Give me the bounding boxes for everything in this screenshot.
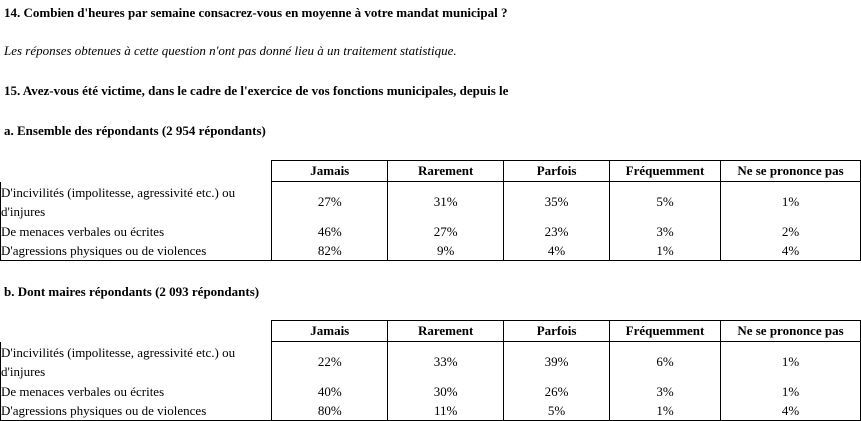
cell-value: 1%: [610, 401, 721, 421]
cell-value: 31%: [388, 182, 504, 223]
table-row: [1, 342, 861, 383]
cell-value: 1%: [610, 241, 721, 261]
table-row: [1, 222, 861, 241]
header-corner: [1, 321, 272, 342]
cell-value: 1%: [720, 342, 860, 383]
table-all-respondents: [0, 160, 861, 261]
row-label: De menaces verbales ou écrites: [1, 222, 272, 241]
col-rarement: Rarement: [388, 161, 504, 182]
cell-value: 22%: [272, 342, 388, 383]
table-mayors: [0, 320, 861, 421]
row-label: D'agressions physiques ou de violences: [1, 401, 272, 421]
cell-value: 26%: [504, 382, 610, 401]
cell-value: 27%: [272, 182, 388, 223]
cell-value: 9%: [388, 241, 504, 261]
question-15: 15. Avez-vous été victime, dans le cadre de l'exercice de vos fonctions municipales, depuis le: [4, 83, 509, 98]
cell-value: 1%: [720, 382, 860, 401]
cell-value: 30%: [388, 382, 504, 401]
cell-value: 33%: [388, 342, 504, 383]
header-corner: [1, 161, 272, 182]
table-row: [1, 401, 861, 421]
row-label: De menaces verbales ou écrites: [1, 382, 272, 401]
col-rarement: Rarement: [388, 321, 504, 342]
question-14-note: Les réponses obtenues à cette question n'ont pas donné lieu à un traitement statistique.: [4, 43, 457, 58]
col-frequemment: Fréquemment: [610, 161, 721, 182]
cell-value: 46%: [272, 222, 388, 241]
header-row: [1, 321, 861, 342]
cell-value: 82%: [272, 241, 388, 261]
cell-value: 3%: [610, 222, 721, 241]
cell-value: 35%: [504, 182, 610, 223]
cell-value: 4%: [720, 241, 860, 261]
cell-value: 4%: [720, 401, 860, 421]
cell-value: 39%: [504, 342, 610, 383]
cell-value: 23%: [504, 222, 610, 241]
col-jamais: Jamais: [272, 161, 388, 182]
section-b-title: b. Dont maires répondants (2 093 répondants): [4, 284, 260, 299]
row-label: D'incivilités (impolitesse, agressivité etc.) ou d'injures: [1, 342, 272, 383]
cell-value: 6%: [610, 342, 721, 383]
cell-value: 5%: [610, 182, 721, 223]
question-14: 14. Combien d'heures par semaine consacrez-vous en moyenne à votre mandat municipal ?: [4, 5, 508, 20]
cell-value: 11%: [388, 401, 504, 421]
cell-value: 4%: [504, 241, 610, 261]
col-ne-se-prononce-pas: Ne se prononce pas: [720, 161, 860, 182]
cell-value: 1%: [720, 182, 860, 223]
col-frequemment: Fréquemment: [610, 321, 721, 342]
row-label: D'incivilités (impolitesse, agressivité etc.) ou d'injures: [1, 182, 272, 223]
cell-value: 5%: [504, 401, 610, 421]
cell-value: 27%: [388, 222, 504, 241]
col-ne-se-prononce-pas: Ne se prononce pas: [720, 321, 860, 342]
section-a-title: a. Ensemble des répondants (2 954 répondants): [4, 123, 266, 138]
cell-value: 80%: [272, 401, 388, 421]
cell-value: 40%: [272, 382, 388, 401]
header-row: [1, 161, 861, 182]
table-row: [1, 182, 861, 223]
table-row: [1, 382, 861, 401]
cell-value: 3%: [610, 382, 721, 401]
col-jamais: Jamais: [272, 321, 388, 342]
row-label: D'agressions physiques ou de violences: [1, 241, 272, 261]
cell-value: 2%: [720, 222, 860, 241]
col-parfois: Parfois: [504, 161, 610, 182]
col-parfois: Parfois: [504, 321, 610, 342]
table-row: [1, 241, 861, 261]
